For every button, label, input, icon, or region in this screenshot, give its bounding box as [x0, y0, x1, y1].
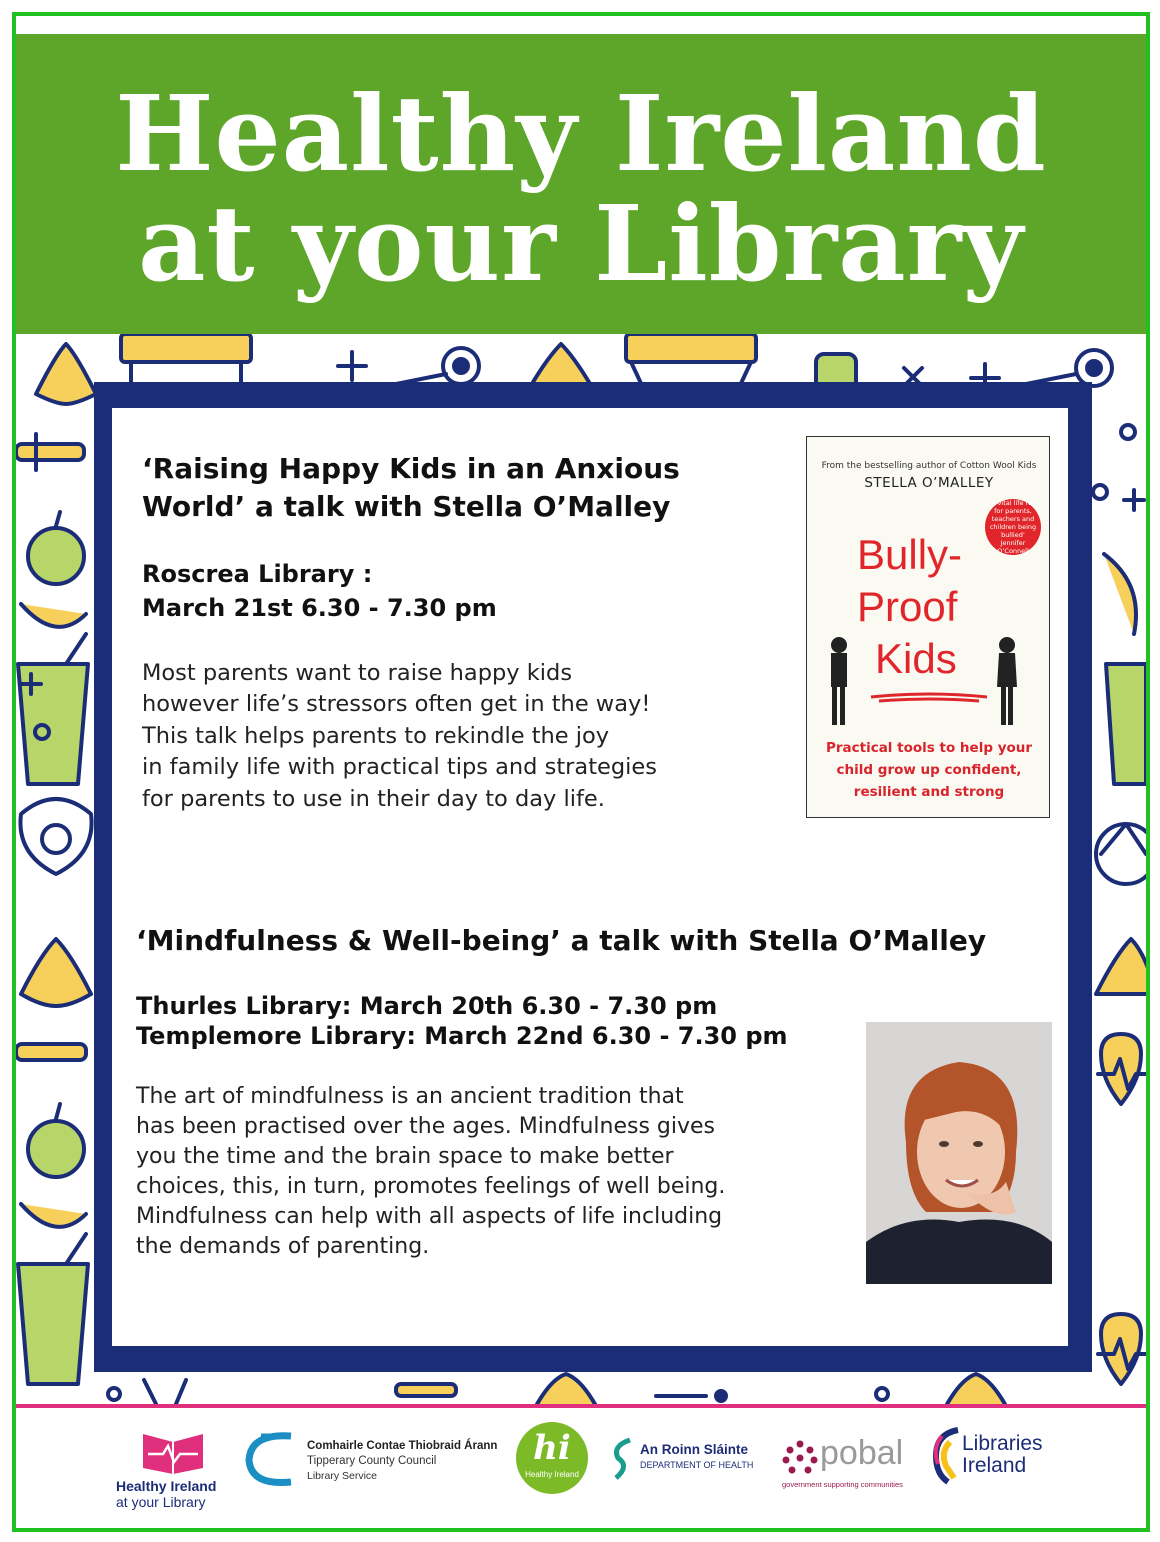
event1-title-line1: ‘Raising Happy Kids in an Anxious — [142, 452, 680, 485]
libraries-ireland-icon — [928, 1424, 962, 1486]
heart-icon — [1098, 1314, 1146, 1384]
book-author: STELLA O’MALLEY — [864, 475, 994, 491]
book-underline — [869, 689, 989, 705]
book-subtitle-line3: resilient and strong — [853, 784, 1005, 800]
dept-swirl-icon — [610, 1436, 636, 1482]
logo-healthy-ireland-library — [116, 1418, 236, 1518]
book-title-line2: Proof — [857, 583, 958, 630]
banana-icon — [21, 1204, 86, 1227]
pobal-tagline: government supporting communities — [782, 1480, 903, 1489]
blender-icon — [144, 1380, 186, 1404]
council-text-line3: Library Service — [307, 1470, 378, 1482]
bicycle-icon — [1096, 824, 1146, 884]
poster-frame — [12, 12, 1150, 1532]
title-banner — [16, 34, 1146, 334]
book-subtitle-line2: child grow up confident, — [836, 762, 1022, 778]
blender-icon — [121, 334, 251, 382]
council-swirl-icon — [241, 1428, 301, 1488]
dumbbell-icon — [16, 1044, 86, 1060]
event1-desc-line2: however life’s stressors often get in the way! — [142, 691, 651, 717]
footer-divider — [16, 1404, 1146, 1408]
book-subtitle — [807, 737, 1050, 803]
event1-desc-line5: for parents to use in their day to day life. — [142, 786, 605, 812]
lotus-icon — [36, 344, 96, 404]
event2-desc-line2: has been practised over the ages. Mindfulness gives — [136, 1114, 716, 1139]
target-icon — [396, 348, 479, 384]
banner-title-line2: at your Library — [138, 182, 1024, 305]
hi-mark: hi — [533, 1428, 571, 1468]
boy-silhouette-icon — [825, 635, 857, 727]
book-cover — [806, 436, 1050, 818]
lotus-icon — [536, 1374, 596, 1406]
event2-desc-line1: The art of mindfulness is an ancient tradition that — [136, 1084, 684, 1109]
kettlebell-icon — [20, 799, 91, 874]
lotus-icon — [946, 1374, 1006, 1406]
logo-libraries-ireland — [928, 1424, 1068, 1494]
event1-desc-line1: Most parents want to raise happy kids — [142, 660, 573, 686]
event1-desc-line3: This talk helps parents to rekindle the joy — [142, 723, 610, 749]
libraries-text-line2: Ireland — [962, 1454, 1027, 1477]
council-text-line1: Comhairle Contae Thiobraid Árann — [307, 1440, 498, 1452]
event2-desc-line3: you the time and the brain space to make better — [136, 1144, 674, 1169]
book-heart-icon — [138, 1424, 208, 1474]
pobal-wordmark: pobal — [820, 1434, 904, 1472]
target-icon — [1026, 350, 1112, 386]
minus-icon — [656, 1391, 726, 1401]
dumbbell-icon — [16, 434, 84, 470]
libraries-text-line1: Libraries — [962, 1432, 1043, 1455]
book-subtitle-line1: Practical tools to help your — [825, 740, 1033, 756]
plus-icon — [338, 352, 366, 380]
event1-date: March 21st 6.30 - 7.30 pm — [142, 594, 497, 622]
dept-text-line1: An Roinn Sláinte — [640, 1442, 748, 1457]
event2-desc-line4: choices, this, in turn, promotes feelings of well being. — [136, 1174, 726, 1199]
juice-glass-icon — [18, 1234, 88, 1384]
event1-desc-line4: in family life with practical tips and strategies — [142, 754, 657, 780]
pobal-dots-icon — [780, 1438, 820, 1478]
apple-icon — [28, 1104, 84, 1177]
juice-glass-icon — [1106, 664, 1146, 784]
event2-venue-thurles: Thurles Library: March 20th 6.30 - 7.30 pm — [136, 992, 718, 1020]
event2-desc-line6: the demands of parenting. — [136, 1234, 430, 1259]
dumbbell-icon — [396, 1384, 456, 1396]
logo-hi-healthy-ireland — [516, 1422, 588, 1494]
book-tagline: From the bestselling author of Cotton Wool Kids — [821, 461, 1037, 471]
logo-pobal — [780, 1432, 920, 1492]
circle-icon — [1093, 485, 1107, 499]
book-title-line3: Kids — [875, 635, 957, 682]
event2-title: ‘Mindfulness & Well-being’ a talk with Stella O’Malley — [136, 924, 987, 957]
hi-library-text-line2: at your Library — [116, 1494, 206, 1510]
girl-silhouette-icon — [993, 635, 1023, 727]
circle-icon — [1121, 425, 1135, 439]
plus-icon — [1124, 490, 1144, 510]
apple-icon — [28, 512, 84, 584]
dept-text-line2: DEPARTMENT OF HEALTH — [640, 1460, 754, 1470]
logo-department-of-health — [610, 1436, 760, 1486]
banana-icon — [1104, 554, 1136, 634]
banana-icon — [21, 604, 86, 627]
lotus-icon — [1096, 939, 1146, 994]
book-title-line1: Bully- — [857, 531, 963, 578]
book-quote-badge: ‘A vital life raft for parents, teachers and children being bullied’ Jennifer O’Connell — [985, 499, 1041, 555]
lotus-icon — [21, 939, 91, 1006]
event2-desc-line5: Mindfulness can help with all aspects of life including — [136, 1204, 723, 1229]
banner-title-line1: Healthy Ireland — [115, 72, 1047, 195]
event1-title-line2: World’ a talk with Stella O’Malley — [142, 490, 671, 523]
event2-venue-templemore: Templemore Library: March 22nd 6.30 - 7.30 pm — [136, 1022, 788, 1050]
speaker-photo — [866, 1022, 1052, 1284]
circle-icon — [108, 1388, 120, 1400]
circle-icon — [876, 1388, 888, 1400]
hi-mark-caption: Healthy Ireland — [525, 1470, 579, 1479]
event1-venue: Roscrea Library : — [142, 560, 373, 588]
heart-icon — [1098, 1034, 1146, 1104]
logo-tipperary-council — [241, 1422, 511, 1502]
juice-glass-icon — [18, 634, 88, 784]
hi-library-text-line1: Healthy Ireland — [116, 1478, 217, 1494]
council-text-line2: Tipperary County Council — [307, 1455, 437, 1467]
